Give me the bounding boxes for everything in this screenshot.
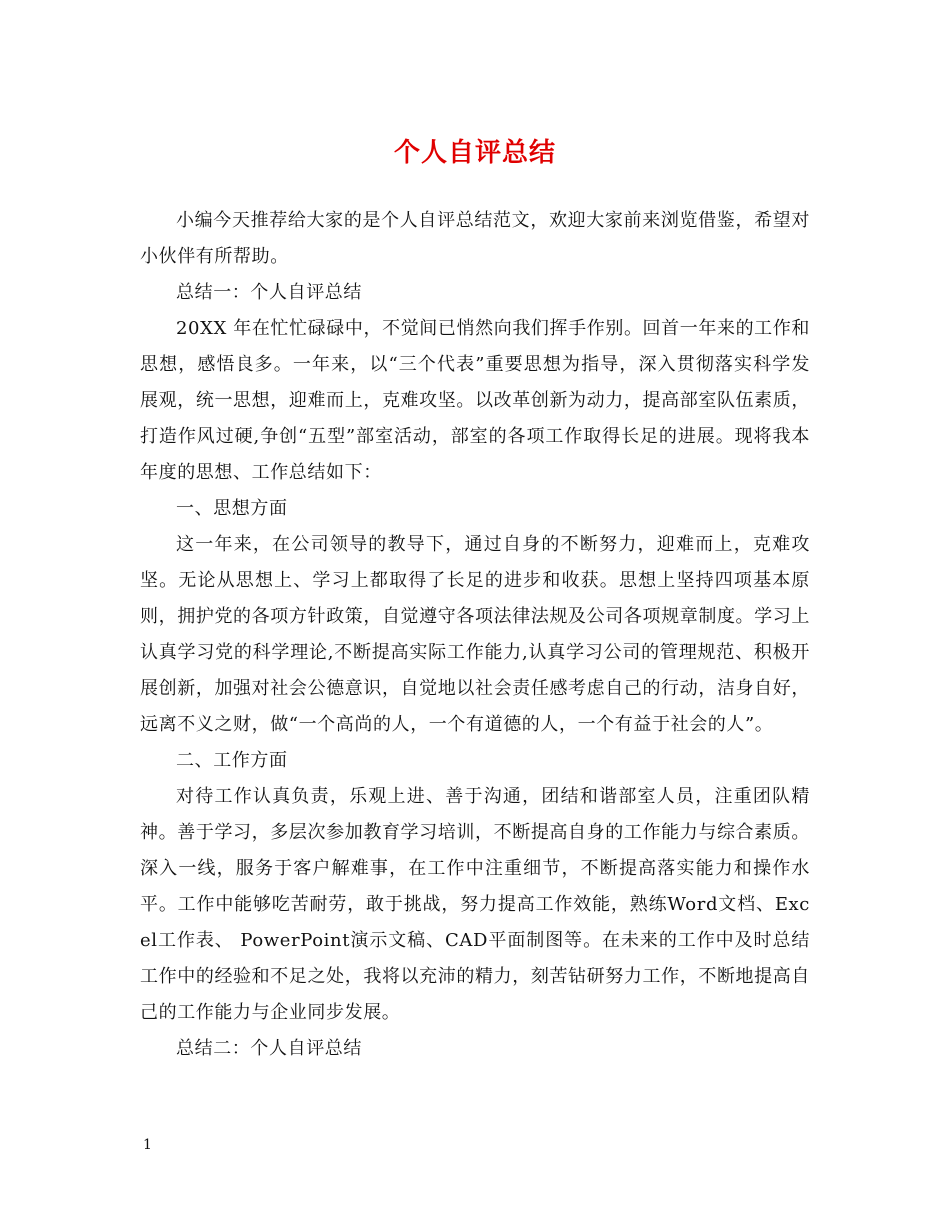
- document-title: 个人自评总结: [393, 138, 556, 168]
- work-paragraph: 对待工作认真负责，乐观上进、善于沟通，团结和谐部室人员，注重团队精神。善于学习，多层次参加教育学习培训，不断提高自身的工作能力与综合素质。深入一线，服务于客户解难事，在工作中注重细节，不断提高落实能力和操作水平。工作中能够吃苦耐劳，敢于挑战，努力提高工作效能，熟练Word文档、Excel工作表、 PowerPoint演示文稿、CAD平面制图等。在未来的工作中及时总结工作中的经验和不足之处，我将以充沛的精力，刻苦钻研努力工作，不断地提高自己的工作能力与企业同步发展。: [140, 786, 810, 1023]
- document-body: [140, 203, 810, 1067]
- section-heading-summary-two: 总结二：个人自评总结: [176, 1038, 362, 1059]
- subheading-thought: 一、思想方面: [176, 498, 288, 519]
- subheading-work: 二、工作方面: [176, 750, 288, 771]
- thought-paragraph: 这一年来，在公司领导的教导下，通过自身的不断努力，迎难而上，克难攻坚。无论从思想上、学习上都取得了长足的进步和收获。思想上坚持四项基本原则，拥护党的各项方针政策，自觉遵守各项法律法规及公司各项规章制度。学习上认真学习党的科学理论,不断提高实际工作能力,认真学习公司的管理规范、积极开展创新，加强对社会公德意识，自觉地以社会责任感考虑自己的行动，洁身自好，远离不义之财，做“一个高尚的人，一个有道德的人，一个有益于社会的人”。: [140, 534, 810, 735]
- section-heading-summary-one: 总结一：个人自评总结: [176, 282, 362, 303]
- summary-one-paragraph: 20XX 年在忙忙碌碌中，不觉间已悄然向我们挥手作别。回首一年来的工作和思想，感悟良多。一年来，以“三个代表”重要思想为指导，深入贯彻落实科学发展观，统一思想，迎难而上，克难攻坚。以改革创新为动力，提高部室队伍素质，打造作风过硬,争创“五型”部室活动，部室的各项工作取得长足的进展。现将我本年度的思想、工作总结如下：: [140, 318, 810, 483]
- intro-paragraph: 小编今天推荐给大家的是个人自评总结范文，欢迎大家前来浏览借鉴，希望对小伙伴有所帮助。: [140, 210, 810, 267]
- page-number: 1: [143, 1137, 152, 1153]
